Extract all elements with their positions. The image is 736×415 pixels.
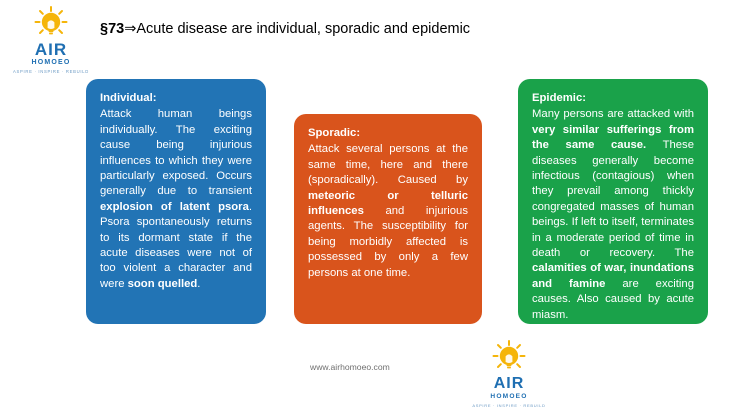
brand-subtitle: HOMOEO bbox=[31, 59, 71, 66]
footer-brand-subtitle: HOMOEO bbox=[490, 393, 528, 400]
footer-brand-logo bbox=[466, 340, 552, 408]
card-sporadic-title: Sporadic: bbox=[308, 127, 361, 139]
footer-brand-tagline: ASPIRE · INSPIRE · REBUILD bbox=[472, 403, 546, 408]
brand-tagline: ASPIRE · INSPIRE · REBUILD bbox=[13, 69, 89, 74]
lightbulb-icon bbox=[492, 340, 526, 374]
title-text: Acute disease are individual, sporadic and epidemic bbox=[136, 21, 471, 37]
card-sporadic bbox=[294, 114, 482, 324]
footer-website-url: www.airhomoeo.com bbox=[310, 362, 390, 372]
card-individual-title: Individual: bbox=[100, 92, 157, 104]
card-epidemic bbox=[518, 79, 708, 324]
section-mark: §73 bbox=[100, 21, 125, 37]
card-individual bbox=[86, 79, 266, 324]
card-epidemic-title: Epidemic: bbox=[532, 92, 586, 104]
brand-name: AIR bbox=[34, 40, 68, 59]
card-sporadic-body: Attack several persons at the same time, here and there (sporadically). Caused by meteoric or telluric influences and injurious agents. The susceptibility for being morbidly affected is possessed by only a few persons at one time. bbox=[308, 143, 468, 279]
card-epidemic-body: Many persons are attacked with very similar sufferings from the same cause. These diseases generally become infectious (contagious) when they prevail among thickly congregated masses of human beings. If left to itself, terminates in a moderate period of time in death or recovery. The calamities of war, inundations and famine are exciting causes. Also caused by acute miasm. bbox=[532, 108, 694, 321]
card-individual-body: Attack human beings individually. The exciting cause being injurious influences to which they were particularly exposed. Occurs generally due to transient explosion of latent psora. Psora spontaneously returns to its dormant state if the acute diseases were not of too violent a character and were soon quelled. bbox=[100, 108, 252, 290]
title-arrow: ⇒ bbox=[124, 21, 137, 37]
footer-brand-name: AIR bbox=[493, 375, 525, 392]
